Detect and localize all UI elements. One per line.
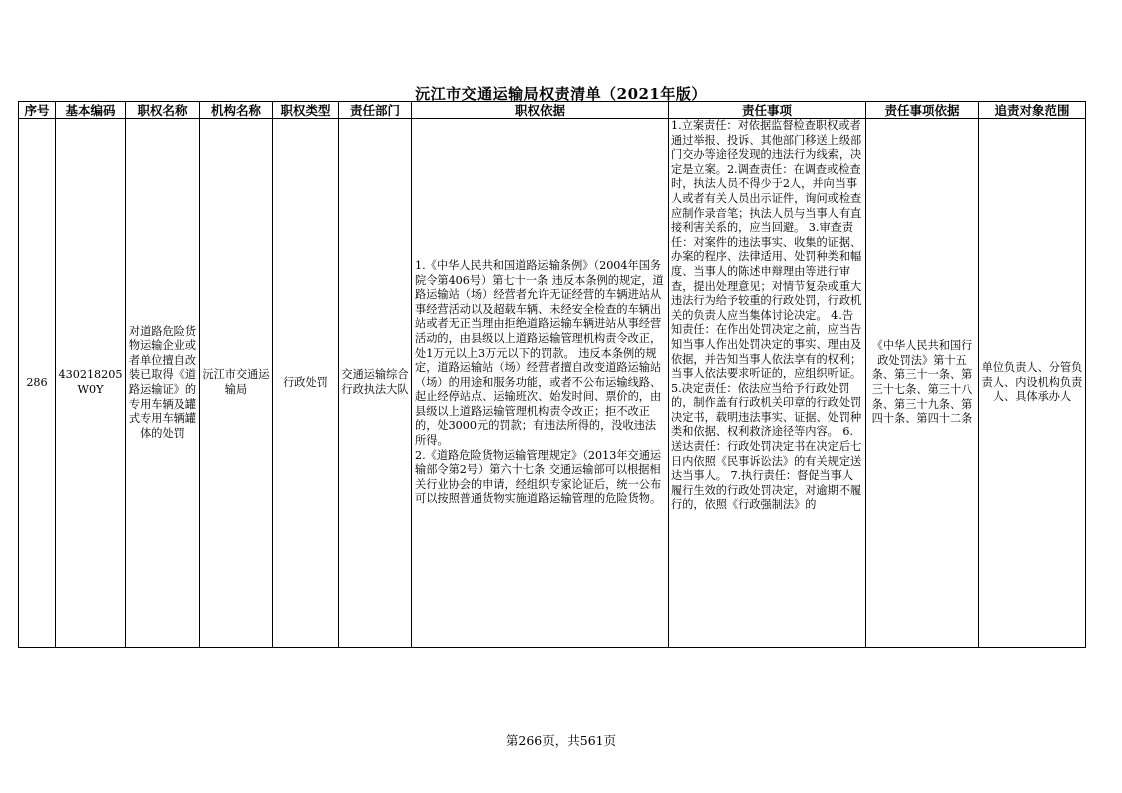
cell-seq: 286 <box>19 119 56 648</box>
cell-basis <box>412 119 669 648</box>
header-power-name: 职权名称 <box>126 102 200 119</box>
header-dept: 责任部门 <box>339 102 412 119</box>
table-header-row <box>19 102 1086 119</box>
cell-duties <box>669 119 866 648</box>
table-row <box>19 119 1086 648</box>
basis-item-2: 2.《道路危险货物运输管理规定》（2013年交通运输部令第2号）第六十七条 交通运输部可以根据相关行业协会的申请，经组织专家论证后，统一公布可以按照普通货物实施道路运输管理的危险货物。 <box>415 448 662 506</box>
header-basis: 职权依据 <box>412 102 669 119</box>
header-code: 基本编码 <box>56 102 126 119</box>
header-org-name: 机构名称 <box>200 102 273 119</box>
header-duty-basis: 责任事项依据 <box>866 102 979 119</box>
document-title: 沅江市交通运输局权责清单（2021年版） <box>415 85 707 103</box>
cell-power-type: 行政处罚 <box>273 119 339 648</box>
cell-dept: 交通运输综合行政执法大队 <box>339 119 412 648</box>
page-footer: 第266页，共561页 <box>505 733 617 748</box>
header-power-type: 职权类型 <box>273 102 339 119</box>
duties-text: 1.立案责任：对依据监督检查职权或者通过举报、投诉、其他部门移送上级部门交办等途径发现的违法行为线索，决定是立案。2.调查责任：在调查或检查时，执法人员不得少于2人，并向当事人或者有关人员出示证件，询问或检查应制作录音笔；执法人员与当事人有直接利害关系的，应当回避。 3.审查责任：对案件的违法事实、收集的证据、办案的程序、法律适用、处罚种类和幅度、当事人的陈述申辩理由等进行审查，提出处理意见；对情节复杂或重大违法行为给予较重的行政处罚，行政机关的负责人应当集体讨论决定。 4.告知责任：在作出处罚决定之前，应当告知当事人作出处罚决定的事实、理由及依据，并告知当事人依法享有的权利；当事人依法要求听证的，应组织听证。 5.决定责任：依法应当给予行政处罚的，制作盖有行政机关印章的行政处罚决定书，载明违法事实、证据、处罚种类和依据、权利救济途径等内容。 6.送达责任：行政处罚决定书在决定后七日内依照《民事诉讼法》的有关规定送达当事人。 7.执行责任：督促当事人履行生效的行政处罚决定，对逾期不履行的，依照《行政强制法》的 <box>671 119 862 512</box>
cell-duty-basis: 《中华人民共和国行政处罚法》第十五条、第三十一条、第三十七条、第三十八条、第三十九条、第四十条、第四十二条 <box>866 119 979 648</box>
basis-item-1: 1.《中华人民共和国道路运输条例》（2004年国务院令第406号）第七十一条 违反本条例的规定，道路运输站（场）经营者允许无证经营的车辆进站从事经营活动以及超载车辆、未经安全检查的车辆出站或者无正当理由拒绝道路运输车辆进站从事经营活动的，由县级以上道路运输管理机构责令改正，处1万元以上3万元以下的罚款。 违反本条例的规定，道路运输站（场）经营者擅自改变道路运输站（场）的用途和服务功能，或者不公布运输线路、起止经停站点、运输班次、始发时间、票价的，由县级以上道路运输管理机构责令改正；拒不改正的，处3000元的罚款；有违法所得的，没收违法所得。 <box>415 258 664 448</box>
header-seq: 序号 <box>19 102 56 119</box>
cell-power-name: 对道路危险货物运输企业或者单位擅自改装已取得《道路运输证》的专用车辆及罐式专用车辆罐体的处罚 <box>126 119 200 648</box>
cell-code: 430218205W0Y <box>56 119 126 648</box>
header-duties: 责任事项 <box>669 102 866 119</box>
header-accountability: 追责对象范围 <box>979 102 1086 119</box>
cell-org-name: 沅江市交通运输局 <box>200 119 273 648</box>
power-list-table <box>18 101 1086 648</box>
cell-accountability: 单位负责人、分管负责人、内设机构负责人、具体承办人 <box>979 119 1086 648</box>
